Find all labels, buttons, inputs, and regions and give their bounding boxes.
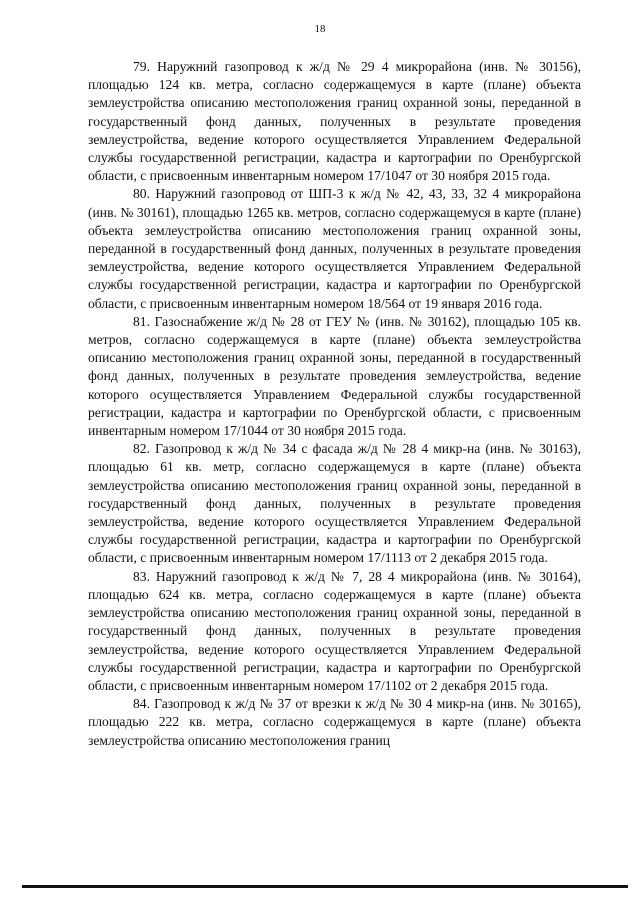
- paragraph-79: 79. Наружний газопровод к ж/д № 29 4 микрорайона (инв. № 30156), площадью 124 кв. метра, согласно содержащемуся в карте (плане) объекта землеустройства описанию местоположения границ охранной зоны, переданной в государственный фонд данных, полученных в результате проведения землеустройства, ведение которого осуществляется Управлением Федеральной службы государственной регистрации, кадастра и картографии по Оренбургской области, с присвоенным инвентарным номером 17/1047 от 30 ноября 2015 года.: [88, 59, 581, 184]
- paragraph-80: 80. Наружний газопровод от ШП-3 к ж/д № 42, 43, 33, 32 4 микрорайона (инв. № 30161), площадью 1265 кв. метров, согласно содержащемуся в карте (плане) объекта землеустройства описанию местоположения границ охранной зоны, переданной в государственный фонд данных, полученных в результате проведения землеустройства, ведение которого осуществляется Управлением Федеральной службы государственной регистрации, кадастра и картографии по Оренбургской области, с присвоенным инвентарным номером 18/564 от 19 января 2016 года.: [88, 186, 581, 311]
- paragraph-83: 83. Наружний газопровод к ж/д № 7, 28 4 микрорайона (инв. № 30164), площадью 624 кв. метра, согласно содержащемуся в карте (плане) объекта землеустройства описанию местоположения границ охранной зоны, переданной в государственный фонд данных, полученных в результате проведения землеустройства, ведение которого осуществляется Управлением Федеральной службы государственной регистрации, кадастра и картографии по Оренбургской области, с присвоенным инвентарным номером 17/1102 от 2 декабря 2015 года.: [88, 568, 581, 693]
- bottom-divider: [22, 885, 628, 888]
- document-body: [88, 58, 581, 750]
- paragraph-82: 82. Газопровод к ж/д № 34 с фасада ж/д № 28 4 микр-на (инв. № 30163), площадью 61 кв. метр, согласно содержащемуся в карте (плане) объекта землеустройства описанию местоположения границ охранной зоны, переданной в государственный фонд данных, полученных в результате проведения землеустройства, ведение которого осуществляется Управлением Федеральной службы государственной регистрации, кадастра и картографии по Оренбургской области, с присвоенным инвентарным номером 17/1113 от 2 декабря 2015 года.: [88, 441, 581, 566]
- paragraph-81: 81. Газоснабжение ж/д № 28 от ГЕУ № (инв. № 30162), площадью 105 кв. метров, согласно содержащемуся в карте (плане) объекта землеустройства описанию местоположения границ охранной зоны, переданной в государственный фонд данных, полученных в результате проведения землеустройства, ведение которого осуществляется Управлением Федеральной службы государственной регистрации, кадастра и картографии по Оренбургской области, с присвоенным инвентарным номером 17/1044 от 30 ноября 2015 года.: [88, 313, 581, 439]
- page-number: 18: [314, 23, 326, 35]
- paragraph-84: 84. Газопровод к ж/д № 37 от врезки к ж/д № 30 4 микр-на (инв. № 30165), площадью 222 кв. метра, согласно содержащемуся в карте (плане) объекта землеустройства описанию местоположения границ: [88, 696, 581, 748]
